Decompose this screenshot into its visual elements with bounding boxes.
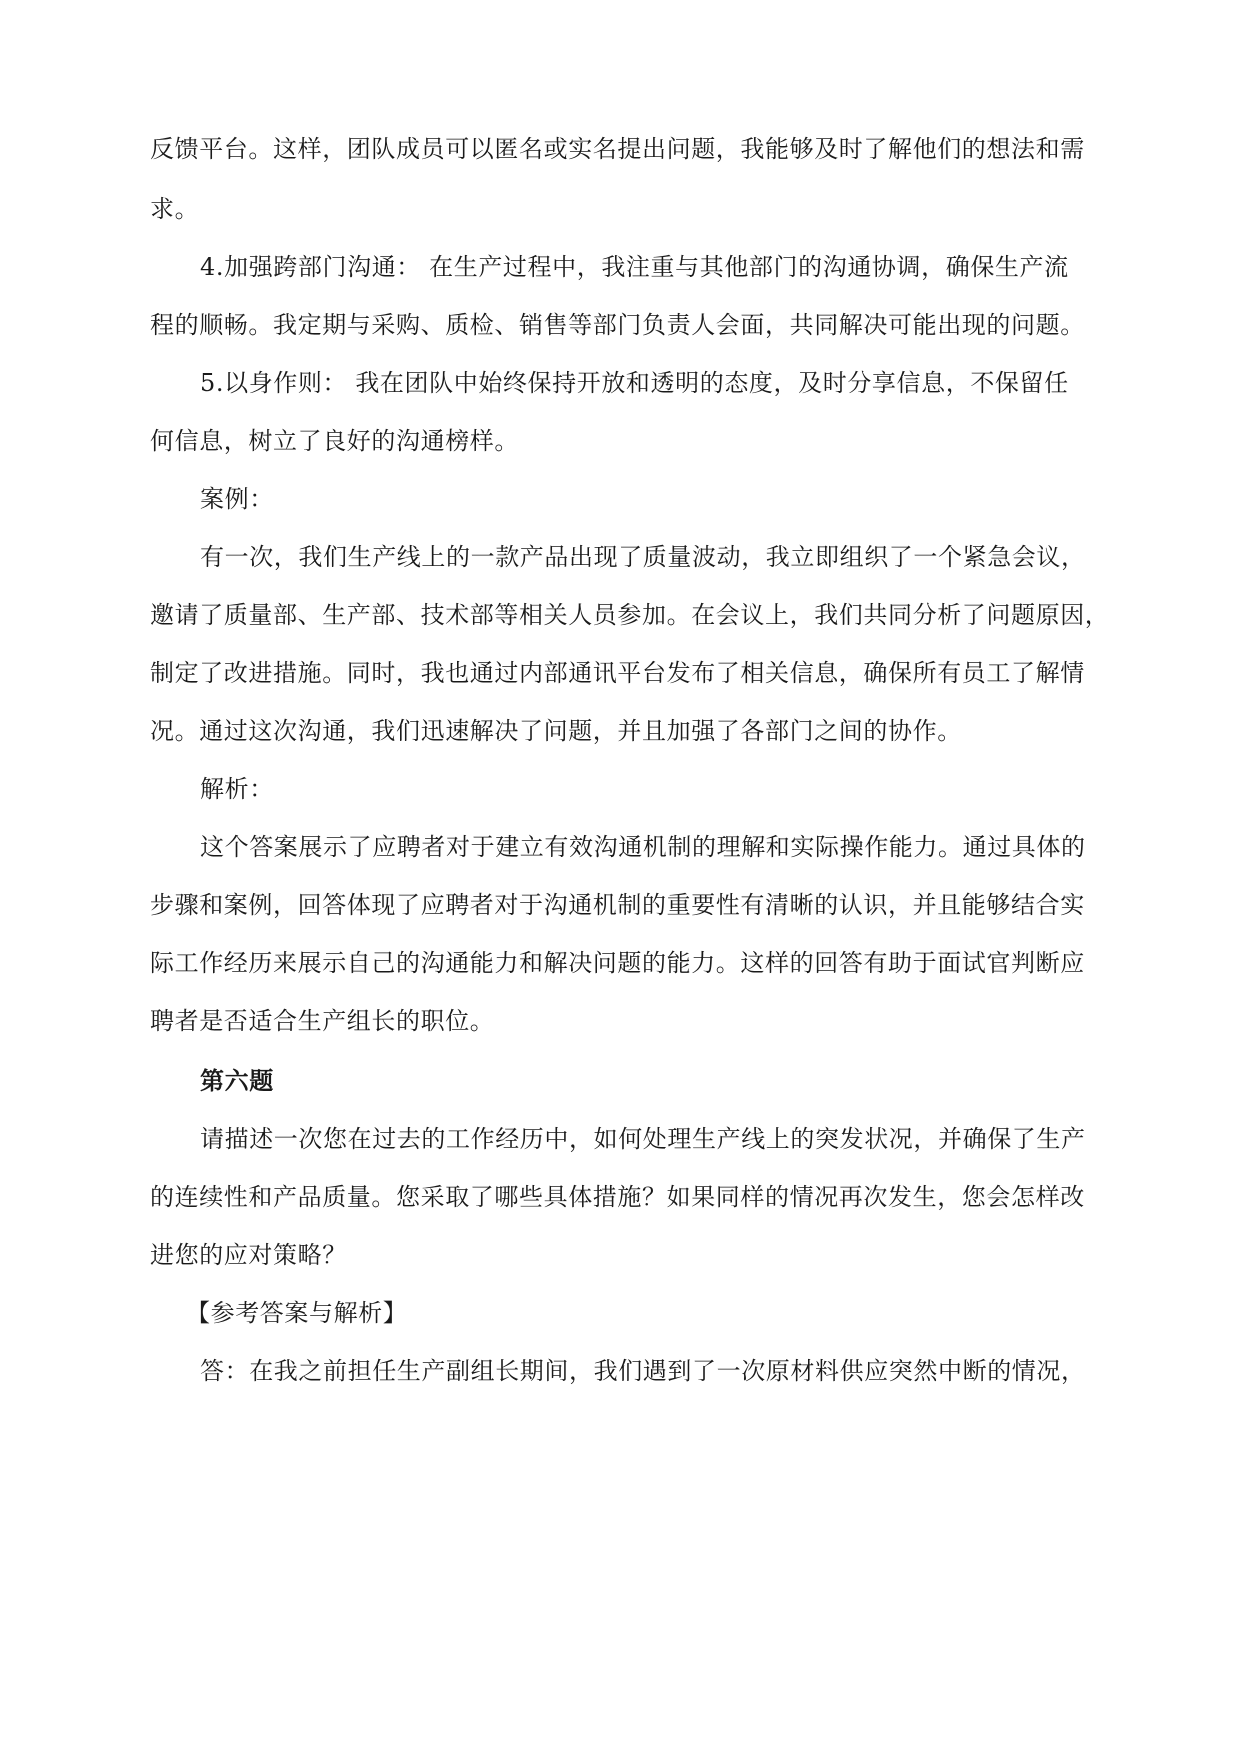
- list-item-cross-department: 4.加强跨部门沟通： 在生产过程中，我注重与其他部门的沟通协调，确保生产流: [200, 253, 1069, 281]
- answer-heading: 【参考答案与解析】: [186, 1299, 408, 1327]
- paragraph-line: 步骤和案例，回答体现了应聘者对于沟通机制的重要性有清晰的认识，并且能够结合实: [150, 891, 1085, 919]
- paragraph-line: 程的顺畅。我定期与采购、质检、销售等部门负责人会面，共同解决可能出现的问题。: [150, 311, 1085, 339]
- paragraph-line: 况。通过这次沟通，我们迅速解决了问题，并且加强了各部门之间的协作。: [150, 717, 962, 745]
- paragraph-line: 聘者是否适合生产组长的职位。: [150, 1007, 495, 1035]
- question-line: 的连续性和产品质量。您采取了哪些具体措施？如果同样的情况再次发生，您会怎样改: [150, 1183, 1085, 1211]
- case-heading: 案例：: [200, 485, 274, 513]
- paragraph-line: 这个答案展示了应聘者对于建立有效沟通机制的理解和实际操作能力。通过具体的: [200, 833, 1086, 861]
- answer-line: 答：在我之前担任生产副组长期间，我们遇到了一次原材料供应突然中断的情况，: [200, 1357, 1086, 1385]
- paragraph-line: 邀请了质量部、生产部、技术部等相关人员参加。在会议上，我们共同分析了问题原因，: [150, 601, 1110, 629]
- analysis-heading: 解析：: [200, 775, 274, 803]
- section-title: 第六题: [200, 1066, 274, 1095]
- paragraph-line: 有一次，我们生产线上的一款产品出现了质量波动，我立即组织了一个紧急会议，: [200, 543, 1086, 571]
- question-line: 请描述一次您在过去的工作经历中，如何处理生产线上的突发状况，并确保了生产: [200, 1125, 1086, 1153]
- list-item-lead-by-example: 5.以身作则： 我在团队中始终保持开放和透明的态度，及时分享信息，不保留任: [200, 369, 1069, 397]
- paragraph-line: 何信息，树立了良好的沟通榜样。: [150, 427, 519, 455]
- paragraph-line: 反馈平台。这样，团队成员可以匿名或实名提出问题，我能够及时了解他们的想法和需: [150, 135, 1085, 163]
- paragraph-line: 际工作经历来展示自己的沟通能力和解决问题的能力。这样的回答有助于面试官判断应: [150, 949, 1085, 977]
- paragraph-line: 制定了改进措施。同时，我也通过内部通讯平台发布了相关信息，确保所有员工了解情: [150, 659, 1085, 687]
- paragraph-line: 求。: [150, 195, 200, 223]
- question-line: 进您的应对策略？: [150, 1241, 347, 1269]
